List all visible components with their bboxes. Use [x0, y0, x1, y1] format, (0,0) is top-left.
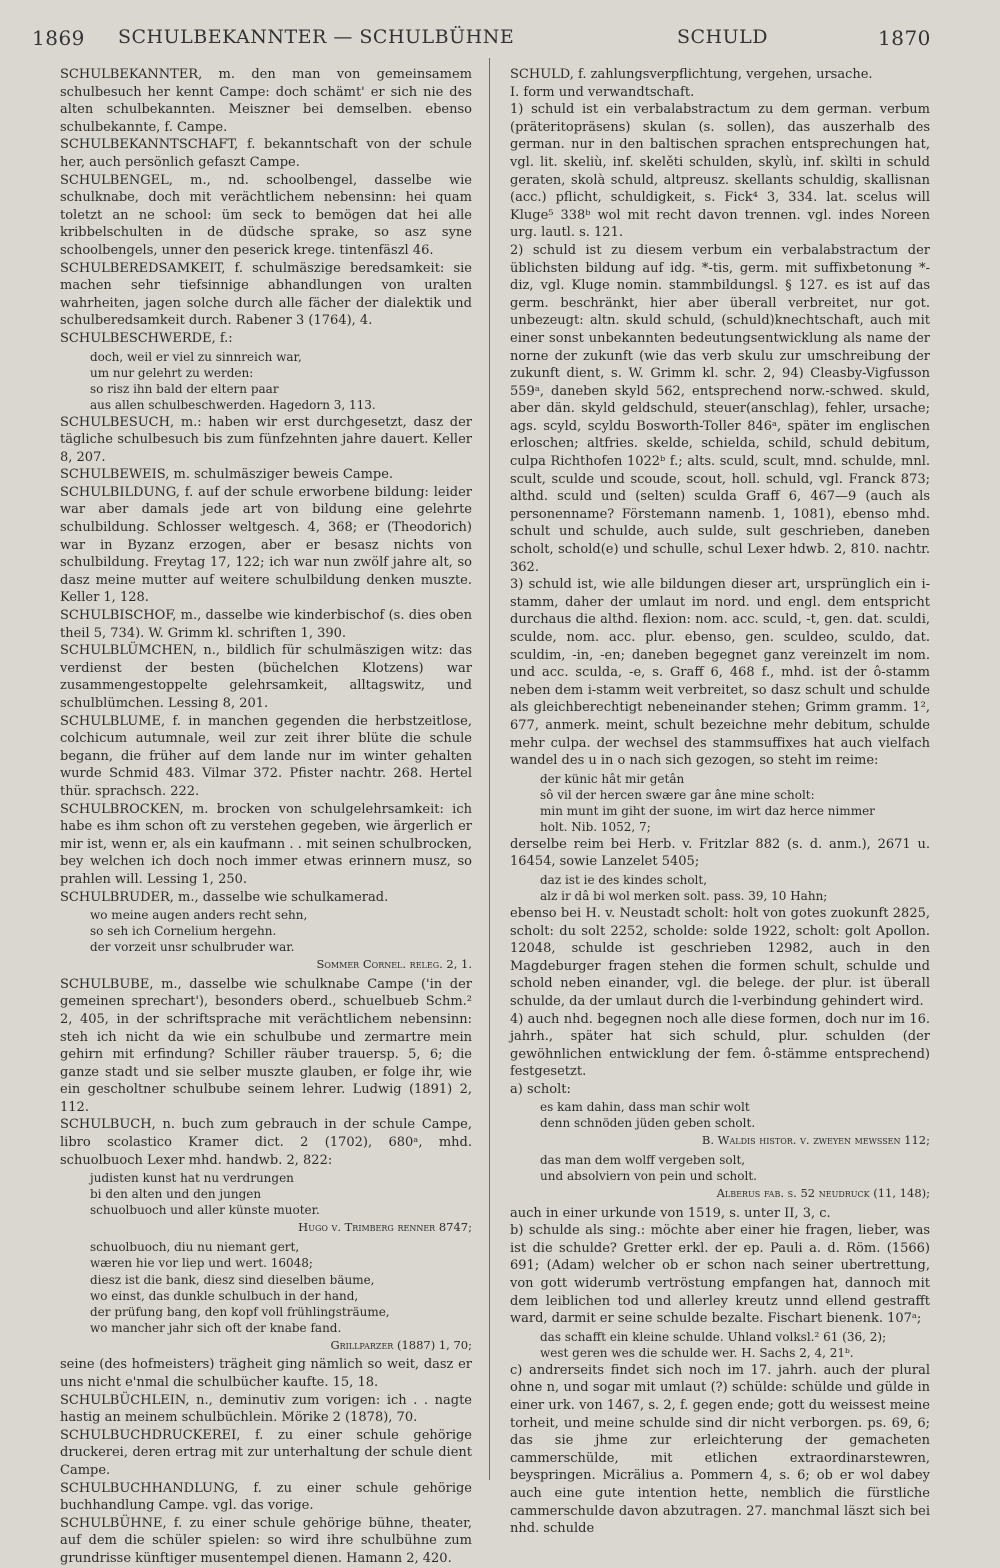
entry-schulbube: SCHULBUBE, m., dasselbe wie schulknabe Campe ('in der gemeinen sprechart'), besonders oberd., schuelbueb Schm.² 2, 405, in der schriftsprache mit verächtlichem nebensinn: steh ich nicht da wie ein schulbube und zermartre mein gehirn mit erfindung? Schiller räuber trauersp. 5, 6; die ganze stadt und sie selber muszte glauben, er folge ihr, wie ein gescholtner schulbube seinem lehrer. Ludwig (1891) 2, 112. — [60, 976, 472, 1115]
source-grillparzer: Grillparzer (1887) 1, 70; — [330, 1337, 472, 1352]
entry-schulbeschwerde: SCHULBESCHWERDE, f.: — [60, 330, 233, 346]
entry-schulbeweis: SCHULBEWEIS, m. schulmäsziger beweis Campe. — [60, 467, 394, 483]
entry-schulbrocken: SCHULBROCKEN, m. brocken von schulgelehrsamkeit: ich habe es ihm schon oft zu verstehen gegeben, wie ärgerlich er mir ist, wenn er, als ein kaufmann . . mit seinen schulbrocken, bey welchen ich doch noch immer etwas erinnern musz, so prahlen will. Lessing 1, 250. — [60, 801, 472, 887]
entry-schulbuchhandlung: SCHULBUCHHANDLUNG, f. zu einer schule gehörige buchhandlung Campe. vgl. das vorige. — [60, 1480, 472, 1514]
paragraph-1: 1) schuld ist ein verbalabstractum zu dem german. verbum (präteritopräsens) skulan (s. sollen), das auszerhalb des german. nur in den baltischen sprachen entsprechungen hat, vgl. lit. skeliù, inf. skelěti schulden, skylù, inf. skìlti in schuld geraten, skolà schuld, altpreusz. skellants schuldig, skallisnan (acc.) pflicht, schuldigkeit, s. Fick⁴ 3, 334. lat. scelus will Kluge⁵ 338ᵇ wol mit recht davon trennen. vgl. indes Noreen urg. lautl. s. 121. — [510, 102, 930, 241]
left-running-title: SCHULBEKANNTER — SCHULBÜHNE — [118, 26, 515, 48]
subsection-a-cont: auch in einer urkunde von 1519, s. unter II, 3, c. — [510, 1205, 831, 1221]
entry-schulbuehne: SCHULBÜHNE, f. zu einer schule gehörige bühne, theater, auf dem die schüler spielen: so wird ihre schulbühne zum grundrisse künftiger musentempel dienen. Hamann 2, 420. — [60, 1515, 472, 1566]
entry-schulbildung: SCHULBILDUNG, f. auf der schule erworbene bildung: leider war aber damals jede art von bildung eine gelehrte schulbildung. Schlosser weltgesch. 4, 368; er (Theodorich) war in Byzanz erzogen, aber er besasz nichts von schulbildung. Freytag 17, 122; ich war nun zwölf jahre alt, so dasz meine mutter auf weitere schulbildung denken muszte. Keller 1, 128. — [60, 484, 472, 606]
entry-schulbuch: SCHULBUCH, n. buch zum gebrauch in der schule Campe, libro scolastico Kramer dict. 2 (1702), 680ᵃ, mhd. schuolbuoch Lexer mhd. handwb. 2, 822: — [60, 1117, 472, 1168]
paragraph-4: 4) auch nhd. begegnen noch alle diese formen, doch nur im 16. jahrh., später hat sich schuld, plur. schulden (der gewöhnlichen entwicklung der fem. ô-stämme entsprechend) festgesetzt. — [510, 1011, 930, 1080]
left-column — [60, 66, 472, 1568]
entry-schulberedsamkeit: SCHULBEREDSAMKEIT, f. schulmäszige beredsamkeit: sie machen sehr tiefsinnige abhandlungen von uralten wahrheiten, jagen solche durch alle fächer der dialektik und schulberedsamkeit durch. Rabener 3 (1764), 4. — [60, 260, 472, 329]
paragraph-3-cont: derselbe reim bei Herb. v. Fritzlar 882 (s. d. anm.), 2671 u. 16454, sowie Lanzelet 5405; — [510, 836, 930, 870]
entry-schulbuechlein: SCHULBÜCHLEIN, n., deminutiv zum vorigen: ich . . nagte hastig an meinem schulbüchlein. Mörike 2 (1878), 70. — [60, 1392, 472, 1426]
entry-schulbekanntschaft: SCHULBEKANNTSCHAFT, f. bekanntschaft von der schule her, auch persönlich gefaszt Campe. — [60, 137, 472, 170]
right-page-number: 1870 — [878, 26, 931, 50]
quotation-nibelungen: der künic hât mir getân sô vil der hercen swære gar âne mine scholt: min munt im giht der suone, im wirt daz herce nimmer holt. Nib. 1052, 7; — [540, 771, 875, 834]
entry-schulbekannter: SCHULBEKANNTER, m. den man von gemeinsamem schulbesuch her kennt Campe: doch schämt' er sich nie des alten schulbekannten. Meiszner bei demselben. ebenso schulbekannte, f. Campe. — [60, 67, 472, 135]
entry-schulbengel: SCHULBENGEL, m., nd. schoolbengel, dasselbe wie schulknabe, doch mit verächtlichem nebensinn: hei quam toletzt an ne school: üm seck to bemögen dat hei alle kribbelschulten in de düdsche sprake, so asz syne schoolbengels, unner den peserick krege. tintenfäszl 46. — [60, 172, 472, 258]
quotation-trimberg: judisten kunst hat nu verdrungen bi den alten und den jungen schuolbuoch und aller künste muoter. — [90, 1171, 320, 1218]
source-waldis: B. Waldis histor. v. zweyen mewssen 112; — [701, 1133, 930, 1148]
subsection-b: b) schulde als sing.: möchte aber einer hie fragen, lieber, was ist die schulde? Gretter erkl. der ep. Pauli a. d. Röm. (1566) 691; (Adam) welcher ob er schon nach seiner ubertrettung, von gott widerumb vertröstung empfangen hat, dannoch mit dem leiblichen tod und allerley kreutz unnd ellend gestrafft ward, darmit er seine schulde bezalte. Fischart bienenk. 107ᵃ; — [510, 1223, 930, 1327]
quotation-alberus: das man dem wolff vergeben solt, und absolviern von pein und scholt. — [540, 1153, 757, 1184]
quotation-waldis: es kam dahin, dass man schir wolt denn schnöden jüden geben scholt. — [540, 1100, 756, 1131]
quotation-passional: daz ist ie des kindes scholt, alz ir dâ bi wol merken solt. pass. 39, 10 Hahn; — [540, 872, 828, 903]
entry-schuld: SCHULD, f. zahlungsverpflichtung, vergehen, ursache. — [510, 67, 873, 82]
source-trimberg: Hugo v. Trimberg renner 8747; — [298, 1220, 472, 1235]
left-page-number: 1869 — [32, 26, 85, 50]
entry-schulbruder: SCHULBRUDER, m., dasselbe wie schulkamerad. — [60, 889, 389, 905]
quotation-hagedorn: doch, weil er viel zu sinnreich war, um nur gelehrt zu werden: so risz ihn bald der eltern paar aus allen schulbeschwerden. Hagedorn 3, 113. — [90, 349, 376, 412]
subsection-c: c) andrerseits findet sich noch im 17. jahrh. auch der plural ohne n, und sogar mit umlaut (?) schülde: schülde und gülde in einer urk. von 1467, s. 2, f. gegen ende; gott du weissest meine torheit, und meine schulde sind dir nicht verborgen. ps. 69, 6; das sie jhme zur erleichterung der gemacheten cammerschülde, mit etlichen extraordinarstewren, beyspringen. Micrälius a. Pommern 4, s. 6; ob er wol dabey auch eine gute intention hette, nemblich die fürstliche cammerschulde davon abzutragen. 27. manchmal läszt sich bei nhd. schulde — [510, 1362, 930, 1537]
right-column — [510, 66, 930, 1538]
quotation-trimberg-2: schuolbuoch, diu nu niemant gert, wæren hie vor liep und wert. 16048; — [90, 1239, 313, 1270]
entry-schulbesuch: SCHULBESUCH, m.: haben wir erst durchgesetzt, dasz der tägliche schulbesuch bis zum fünfzehnten jahre dauert. Keller 8, 207. — [60, 414, 472, 465]
entry-schulblume: SCHULBLUME, f. in manchen gegenden die herbstzeitlose, colchicum autumnale, weil zur zeit ihrer blüte die schule begann, die früher auf dem lande nur im winter gehalten wurde Schmid 483. Vilmar 372. Pfister nachtr. 268. Hertel thür. sprachsch. 222. — [60, 713, 472, 799]
source-sommer: Sommer Cornel. releg. 2, 1. — [316, 957, 472, 972]
paragraph-3-cont-2: ebenso bei H. v. Neustadt scholt: holt von gotes zuokunft 2825, scholt: du solt 2252, scholde: solde 1922, scholt: golt Apollon. 12048, schulde ist geschrieben 12982, auch in den Magdeburger fragen stehen die formen schult, schulde und schold neben einander, vgl. die belege. der plur. ist überall schulde, da der umlaut durch die l-verbindung gehindert wird. — [510, 905, 930, 1009]
right-running-title: SCHULD — [677, 26, 768, 48]
paragraph-3: 3) schuld ist, wie alle bildungen dieser art, ursprünglich ein i-stamm, daher der umlaut im nord. und engl. dem entspricht durchaus die althd. flexion: nom. acc. sculd, -t, gen. dat. sculdi, sculde, nom. acc. plur. ebenso, gen. sculdeo, sculdo, dat. sculdim, -in, -en; daneben begegnet ganz vereinzelt im nom. und acc. sculda, -e, s. Graff 6, 468 f., mhd. ist der ô-stamm neben dem i-stamm weit verbreitet, so dasz schult und schulde als gleichberechtigt nebeneinander stehen; Grimm gramm. 1², 677, anmerk. meint, schult bezeichne mehr debitum, schulde mehr culpa. der wechsel des stammsuffixes hat auch vielfach wandel des u in o nach sich gezogen, so steht im reime: — [510, 577, 930, 769]
entry-schulbuch-cont: seine (des hofmeisters) trägheit ging nämlich so weit, dasz er uns nicht e'nmal die schulbücher kaufte. 15, 18. — [60, 1357, 472, 1391]
entry-schulbuchdruckerei: SCHULBUCHDRUCKEREI, f. zu einer schule gehörige druckerei, deren ertrag mit zur unterhaltung der schule dient Campe. — [60, 1427, 472, 1478]
section-heading-form: I. form und verwandtschaft. — [510, 84, 695, 100]
subsection-a: a) scholt: — [510, 1081, 571, 1097]
column-divider — [489, 58, 490, 1480]
paragraph-2: 2) schuld ist zu diesem verbum ein verbalabstractum der üblichsten bildung auf idg. *-tis, germ. mit suffixbetonung *-diz, vgl. Kluge nomin. stammbildungsl. § 127. es ist auf das germ. beschränkt, hier aber überall verbreitet, nur got. unbezeugt: altn. skuld schuld, (schuld)knechtschaft, auch mit einer sonst unbekannten bedeutungsentwicklung als name der norne der zukunft (wie das verb skulu zur umschreibung der zukunft dient, s. W. Grimm kl. schr. 2, 94) Cleasby-Vigfusson 559ᵃ, daneben skyld 562, entsprechend norw.-schwed. skuld, aber dän. skyld geldschuld, steuer(anschlag), fehler, ursache; ags. scyld, scyldu Bosworth-Toller 846ᵃ, später im englischen erloschen; altfries. skelde, schielda, schild, schuld debitum, culpa Richthofen 1022ᵇ f.; alts. sculd, scult, mnd. schulde, mnl. scult, sculde und scoude, scout, holl. schuld, vgl. Franck 873; althd. sculd und (selten) sculda Graff 6, 467—9 (auch als personenname? Förstemann namenb. 1, 1081), ebenso mhd. schult und schulde, auch sulde, sult geschrieben, daneben scholt, schold(e) und schulle, schul Lexer hdwb. 2, 810. nachtr. 362. — [510, 242, 930, 575]
source-alberus: Alberus fab. s. 52 neudruck (11, 148); — [716, 1186, 930, 1201]
entry-schulbischof: SCHULBISCHOF, m., dasselbe wie kinderbischof (s. dies oben theil 5, 734). W. Grimm kl. schriften 1, 390. — [60, 608, 472, 641]
quotation-grillparzer: diesz ist die bank, diesz sind dieselben bäume, wo einst, das dunkle schulbuch in der hand, der prüfung bang, den kopf voll frühlingsträume, wo mancher jahr sich oft der knabe fand. — [90, 1272, 390, 1335]
quotation-uhland-sachs: das schafft ein kleine schulde. Uhland volksl.² 61 (36, 2); west geren wes die schulde wer. H. Sachs 2, 4, 21ᵇ. — [540, 1329, 887, 1360]
quotation-sommer: wo meine augen anders recht sehn, so seh ich Cornelium hergehn. der vorzeit unsr schulbruder war. — [90, 908, 308, 955]
entry-schulbluemchen: SCHULBLÜMCHEN, n., bildlich für schulmäszigen witz: das verdienst der besten (büchelchen Klotzens) war zusammengestoppelte gelehrsamkeit, alltagswitz, und schulblümchen. Lessing 8, 201. — [60, 643, 472, 711]
